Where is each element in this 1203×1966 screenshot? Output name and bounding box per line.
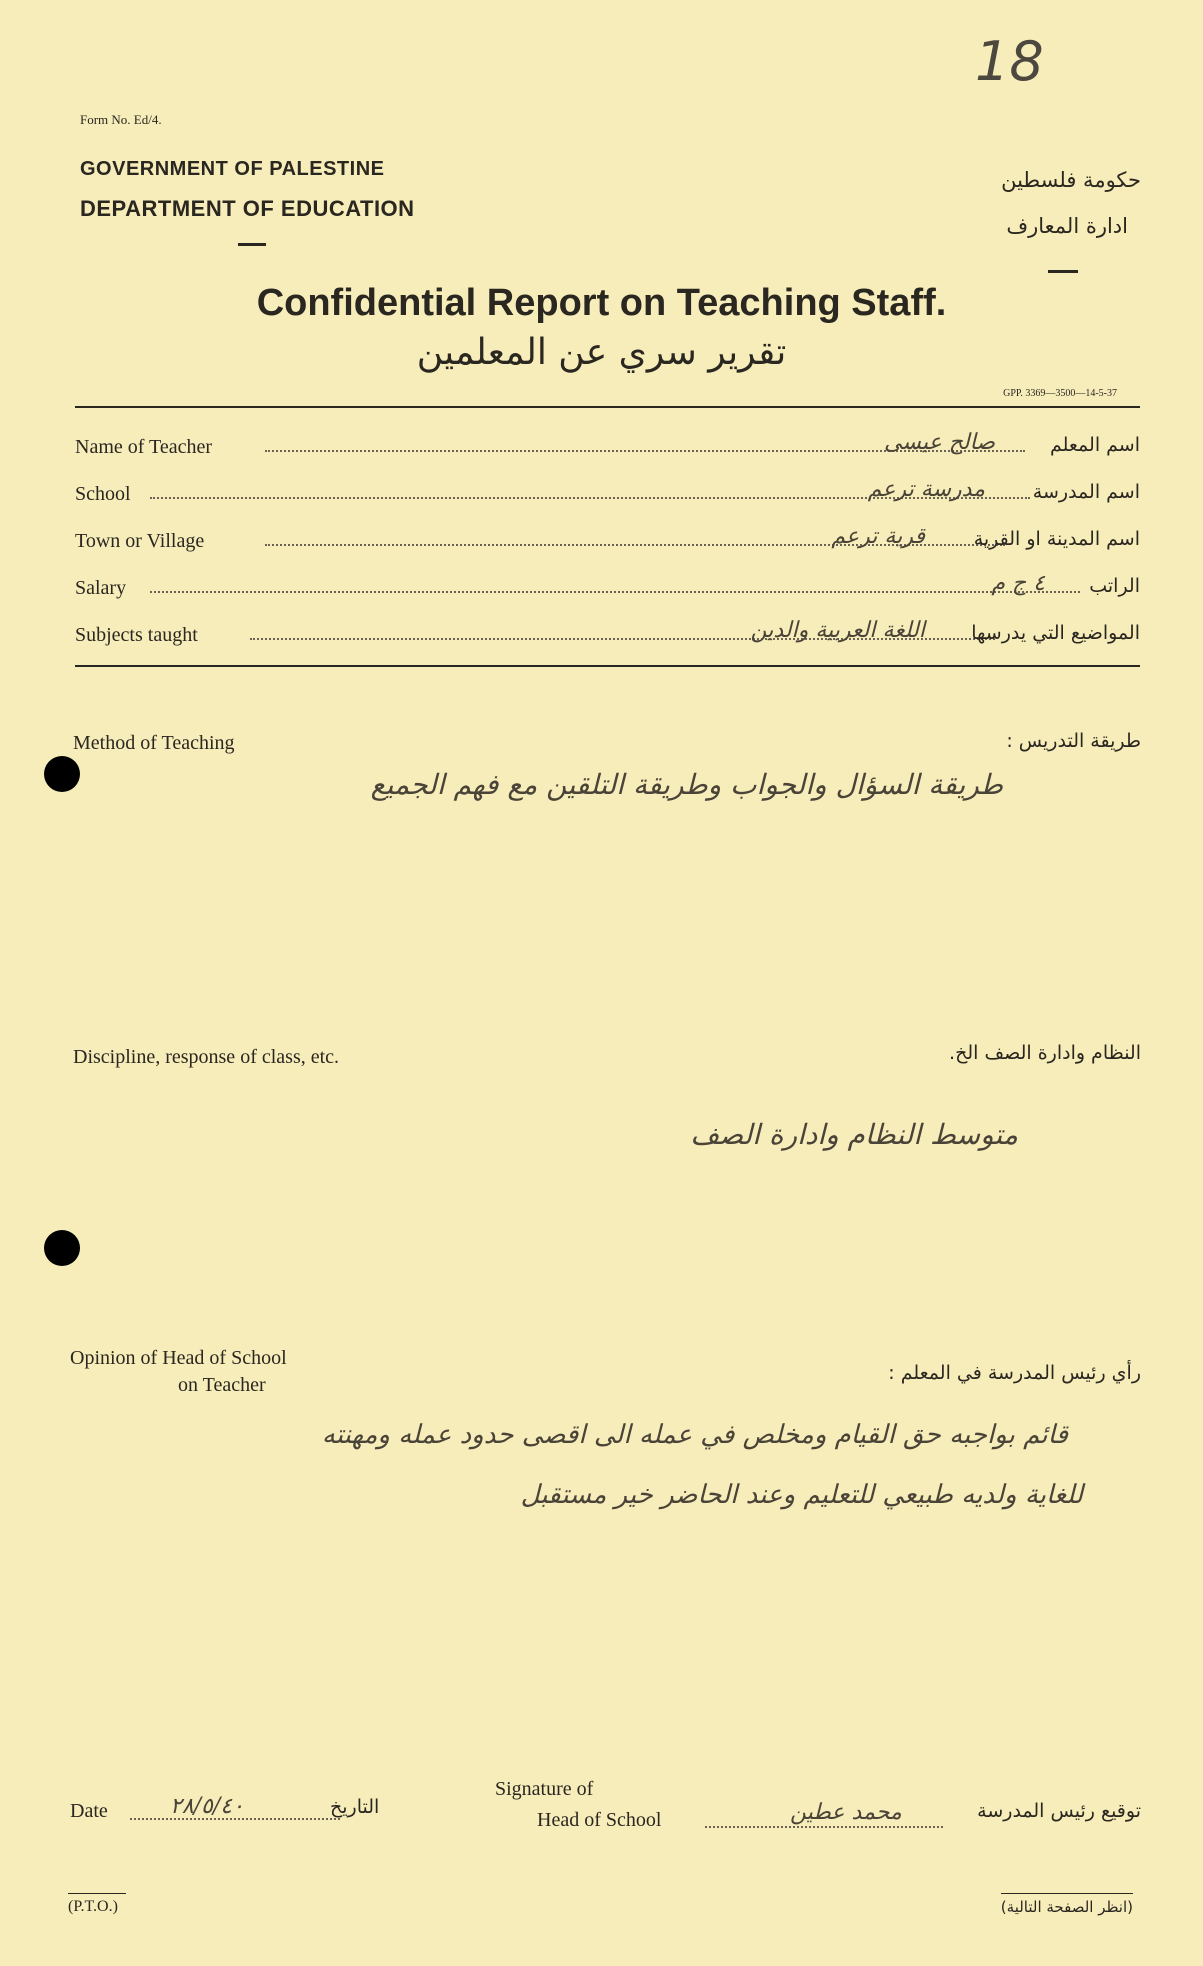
date-value: ٢٨/٥/٤٠ [170, 1794, 244, 1819]
field-value: اللغة العربية والدين [750, 618, 925, 643]
field-row-town [75, 526, 1140, 556]
opinion-label-en-2: on Teacher [178, 1374, 266, 1396]
method-label-ar: طريقة التدريس : [1006, 730, 1141, 752]
field-value: مدرسة ترعم [867, 477, 985, 502]
field-label-en: Salary [75, 577, 127, 599]
header-dash-left [238, 243, 266, 246]
field-label-ar: اسم المدينة او القرية [973, 528, 1140, 550]
signature-label-2: Head of School [537, 1809, 662, 1831]
printer-code: GPP. 3369—3500—14-5-37 [1003, 388, 1117, 399]
field-value: ٤ ج م [991, 571, 1045, 596]
signature-value: محمد عطين [790, 1800, 902, 1825]
report-title-en: Confidential Report on Teaching Staff. [256, 282, 947, 324]
field-row-name [75, 432, 1140, 462]
field-label-ar: اسم المدرسة [1032, 481, 1140, 503]
department-heading-en: DEPARTMENT OF EDUCATION [80, 196, 415, 221]
field-row-salary [75, 573, 1140, 603]
form-number: Form No. Ed/4. [80, 112, 162, 127]
header-dash-right [1048, 270, 1078, 273]
signature-dots [705, 1826, 943, 1828]
field-row-subjects [75, 620, 1140, 650]
page-number: 18 [975, 30, 1044, 93]
top-rule [75, 406, 1140, 408]
field-value: صالح عيسى [883, 430, 995, 455]
discipline-label-en: Discipline, response of class, etc. [73, 1046, 340, 1068]
fields-bottom-rule [75, 665, 1140, 667]
field-label-ar: اسم المعلم [1049, 434, 1140, 456]
date-label-ar: التاريخ [330, 1796, 380, 1818]
field-label-ar: المواضيع التي يدرسها [971, 622, 1140, 644]
field-label-en: School [75, 483, 131, 505]
signature-label-ar: توقيع رئيس المدرسة [977, 1800, 1141, 1822]
discipline-answer: متوسط النظام وادارة الصف [690, 1118, 1018, 1151]
field-dots [150, 591, 1080, 593]
field-label-en: Town or Village [75, 530, 205, 552]
punch-hole-top [44, 756, 80, 792]
department-heading-ar: ادارة المعارف [1006, 214, 1128, 238]
field-row-school [75, 479, 1140, 509]
opinion-label-en: Opinion of Head of School [70, 1347, 287, 1369]
opinion-answer-line-2: للغاية ولديه طبيعي للتعليم وعند الحاضر خير مستقبل [520, 1480, 1083, 1510]
report-title-ar: تقرير سري عن المعلمين [416, 332, 787, 373]
see-next-page-ar: (انظر الصفحة التالية) [1001, 1893, 1133, 1916]
field-label-en: Name of Teacher [75, 436, 213, 458]
opinion-label-ar: رأي رئيس المدرسة في المعلم : [888, 1362, 1141, 1384]
government-heading-ar: حكومة فلسطين [1001, 168, 1141, 192]
field-label-en: Subjects taught [75, 624, 198, 646]
field-label-ar: الراتب [1089, 575, 1140, 597]
method-answer: طريقة السؤال والجواب وطريقة التلقين مع فهم الجميع [370, 768, 1003, 801]
discipline-label-ar: النظام وادارة الصف الخ. [949, 1042, 1141, 1064]
signature-label-1: Signature of [495, 1778, 594, 1800]
government-heading-en: GOVERNMENT OF PALESTINE [80, 158, 385, 180]
punch-hole-bottom [44, 1230, 80, 1266]
opinion-answer-line-1: قائم بواجبه حق القيام ومخلص في عمله الى اقصى حدود عمله ومهنته [321, 1420, 1068, 1450]
date-label: Date [70, 1800, 108, 1822]
method-label-en: Method of Teaching [73, 732, 235, 754]
please-turn-over: (P.T.O.) [68, 1893, 126, 1916]
field-value: قرية ترعم [831, 524, 925, 549]
